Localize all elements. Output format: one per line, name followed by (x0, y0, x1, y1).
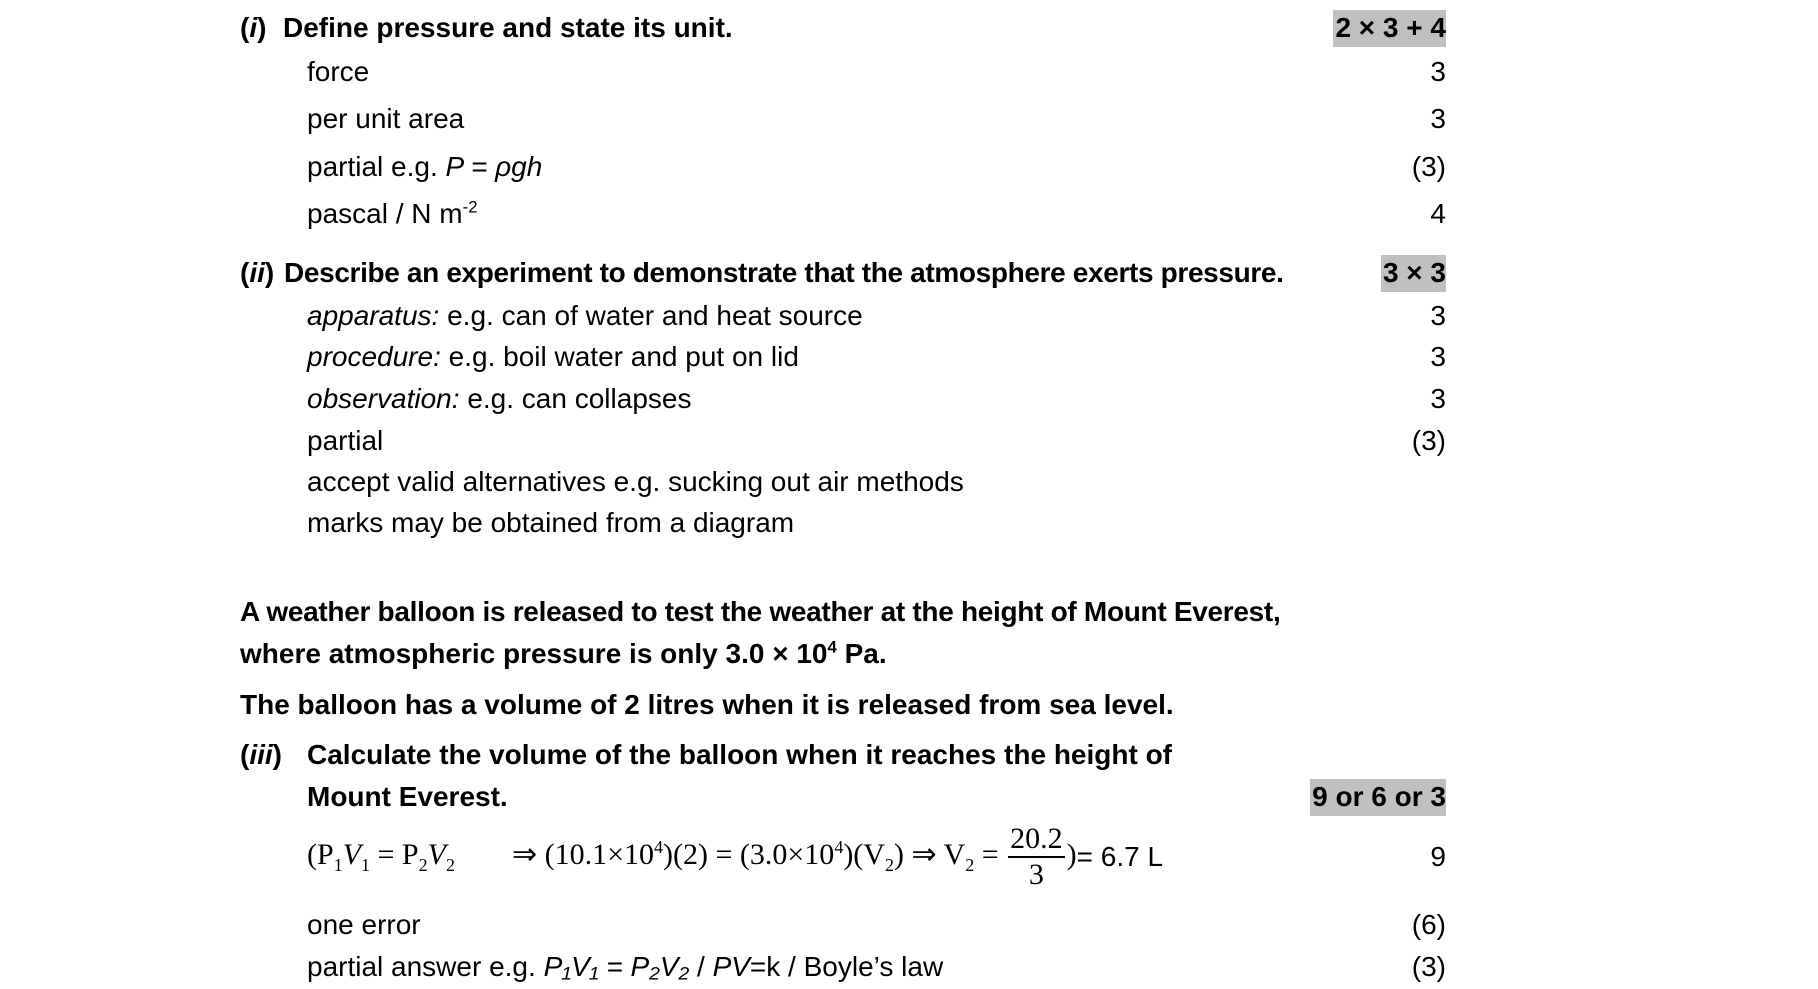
part-i-item-partial: partial e.g. P = ρgh (307, 151, 543, 182)
part-ii-item-partial-mark: (3) (1411, 425, 1446, 456)
part-ii-item-observation: observation: e.g. can collapses (307, 383, 692, 414)
part-i-marks-total: 2 × 3 + 4 (1333, 10, 1446, 47)
part-i-item-unit-mark: 4 (1430, 198, 1446, 229)
part-i-item-partial-mark: (3) (1411, 151, 1446, 182)
part-ii-marks-total: 3 × 3 (1381, 255, 1446, 292)
part-ii-note-diagram: marks may be obtained from a diagram (307, 507, 795, 538)
part-ii-item-apparatus: apparatus: e.g. can of water and heat source (307, 300, 863, 331)
part-ii-item-procedure: procedure: e.g. boil water and put on lid (307, 341, 799, 372)
part-iii-question-line-1: Calculate the volume of the balloon when it reaches the height of (307, 739, 1173, 770)
fraction: $\frac{20.2}{3}$ (1010, 822, 1063, 891)
part-iii-question-line-2: Mount Everest. (307, 781, 508, 812)
part-iii-working-mark: 9 (1430, 841, 1446, 872)
part-ii-item-apparatus-mark: 3 (1430, 300, 1446, 331)
part-i-item-force: force (307, 56, 370, 87)
part-iii-working: ($P_1V_1 = P_2V_2$ ⇒ $(10.1\times 10^4)(2) = (3.0\times 10^4)(V_2)$ ⇒ $V_2$ = $\frac{20.2}{3}$ ) = 6.7 L (307, 822, 1164, 891)
part-ii-item-procedure-mark: 3 (1430, 341, 1446, 372)
part-ii-label: (ii) (240, 257, 275, 288)
part-ii-item-partial: partial (307, 425, 384, 456)
part-iii-label: (iii) (240, 739, 282, 770)
part-iii-item-partial-answer: partial answer e.g. P₁V₁ = P₂V₂ / PV=k / Boyle’s law (307, 951, 944, 982)
part-ii-question: Describe an experiment to demonstrate that the atmosphere exerts pressure. (284, 257, 1284, 288)
stem-line-1: A weather balloon is released to test the weather at the height of Mount Everest, (240, 596, 1281, 627)
stem-line-2: where atmospheric pressure is only $3.0 \times 10^4$ Pa. (240, 637, 887, 669)
part-i-item-unit: pascal / N $m^{-2}$ (307, 197, 478, 229)
part-ii-note-alternatives: accept valid alternatives e.g. sucking out air methods (307, 466, 964, 497)
part-i-item-area: per unit area (307, 103, 465, 134)
part-iii-item-one-error-mark: (6) (1411, 909, 1446, 940)
stem-line-3: The balloon has a volume of 2 litres when it is released from sea level. (240, 689, 1174, 720)
part-iii-item-partial-answer-mark: (3) (1411, 951, 1446, 982)
part-iii-marks-total: 9 or 6 or 3 (1310, 779, 1446, 816)
part-i-item-force-mark: 3 (1430, 56, 1446, 87)
part-ii-item-observation-mark: 3 (1430, 383, 1446, 414)
part-i-label: (i) (240, 12, 267, 43)
part-i-item-area-mark: 3 (1430, 103, 1446, 134)
part-i-question: Define pressure and state its unit. (283, 12, 733, 43)
part-iii-item-one-error: one error (307, 909, 421, 940)
